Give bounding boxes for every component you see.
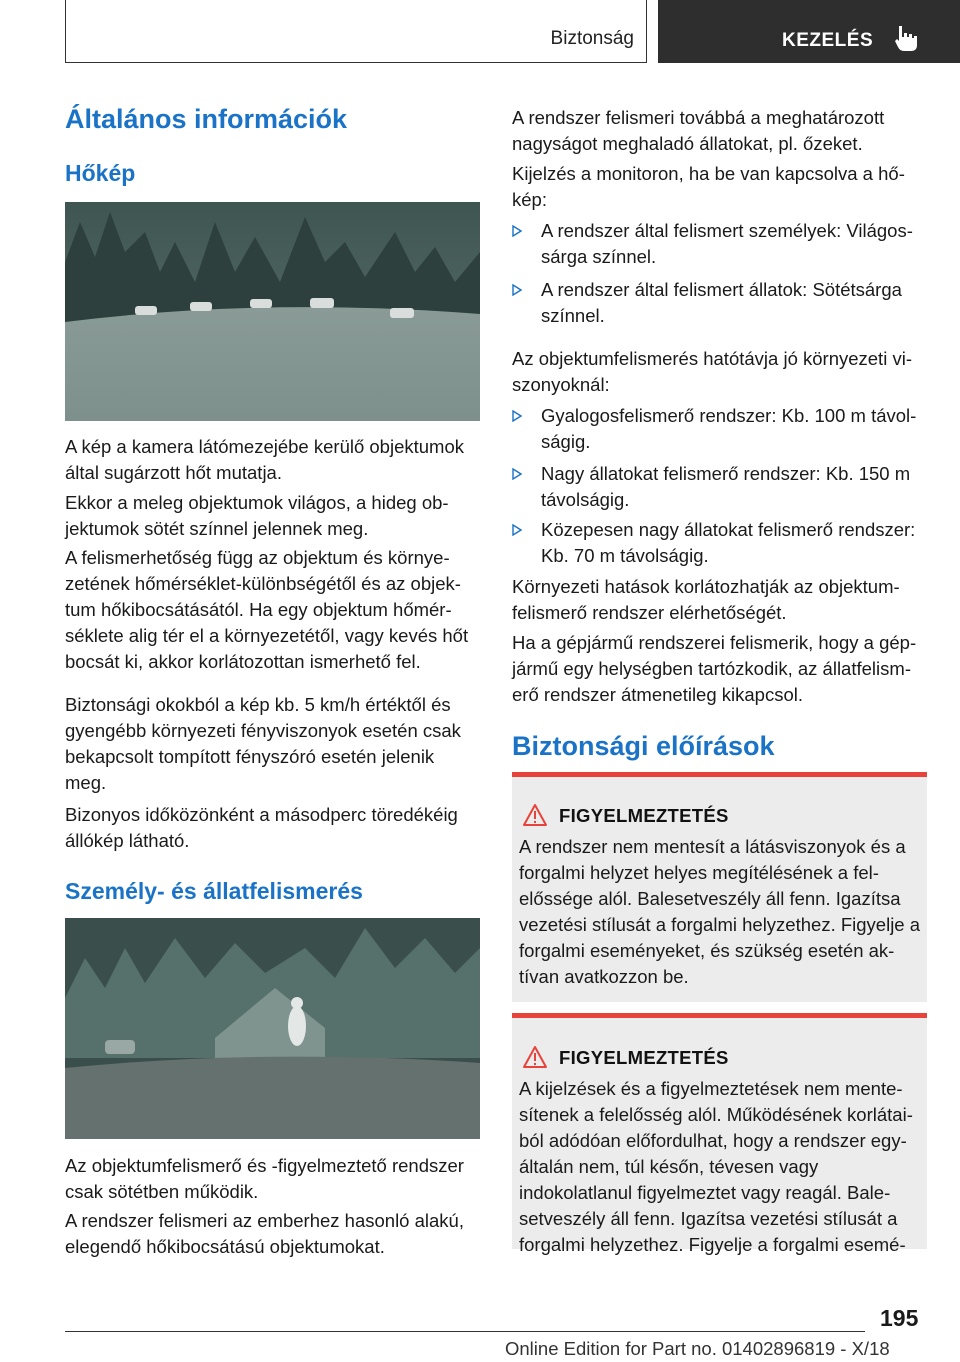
warning-triangle-icon [522,803,548,827]
thermal-image-animals [65,202,480,421]
paragraph-right-3: Az objektumfelismerés hatótávja jó környezeti viszonyoknál: [512,348,912,395]
list-item: Közepesen nagy állatokat felismerő rendszer: Kb. 70 m távolságig. [512,517,927,569]
section-title-safety: Biztonsági előírások [512,731,775,761]
paragraph-thermal-4: Biztonsági okokból a kép kb. 5 km/h értéktől és gyengébb környezeti fényviszonyok esetén csak bekapcsolt tompított fényszóró esetén jelenik meg. [65,694,461,793]
triangle-bullet-icon [512,225,522,237]
pointing-hand-icon [893,24,919,52]
footer-divider [65,1331,865,1332]
subheading-person-animal-detection: Személy- és állatfelismerés [65,878,363,904]
warning-triangle-icon [522,1045,548,1069]
paragraph-right-5: Ha a gépjármű rendszerei felismerik, hogy a gépjármű egy helységben tartózkodik, az állatfelismerő rendszer átmenetileg kikapcsol. [512,632,917,705]
triangle-bullet-icon [512,524,522,536]
warning-box-1: FIGYELMEZTETÉS A rendszer nem mentesít a látásviszonyok és a forgalmi helyzet helyes megítélésének a felelőssége alól. Balesetveszély áll fenn. Igazítsa vezetési stílusát a forgalmi helyzethez. Figyelje a forgalmi eseményeket, és szükség esetén aktívan avatkozzon be. [512,772,927,1002]
paragraph-detection-2: A rendszer felismeri az emberhez hasonló alakú, elegendő hőkibocsátású objektumokat. [65,1210,464,1257]
subheading-thermal-image: Hőkép [65,160,136,186]
triangle-bullet-icon [512,468,522,480]
paragraph-thermal-5: Bizonyos időközönként a másodperc töredékéig állókép látható. [65,804,458,851]
list-item: A rendszer által felismert állatok: Sötétsárga színnel. [512,277,927,329]
list-item: A rendszer által felismert személyek: Világossárga színnel. [512,218,927,270]
list-item: Nagy állatokat felismerő rendszer: Kb. 150 m távolságig. [512,461,927,513]
page-number: 195 [880,1305,919,1331]
header-section-title: Biztonság [550,28,634,49]
triangle-bullet-icon [512,410,522,422]
warning-box-2: FIGYELMEZTETÉS A kijelzések és a figyelmeztetések nem mentesítenek a felelősség alól. Működésének korlátaiból adódóan előfordulhat, hogy a rendszer egyáltalán nem, túl későn, tévesen vagy indokolatlanul figyelmeztet vagy reagál. Balesetveszély áll fenn. Igazítsa vezetési stílusát a forgalmi helyzethez. Figyelje a forgalmi esemé- [512,1013,927,1249]
paragraph-thermal-2: Ekkor a meleg objektumok világos, a hideg objektumok sötét színnel jelennek meg. [65,492,449,539]
paragraph-right-1: A rendszer felismeri továbbá a meghatározott nagyságot meghaladó állatokat, pl. őzeket. [512,107,885,154]
page-title: Általános információk [65,104,348,134]
thermal-image-pedestrian [65,918,480,1139]
header-chapter-tab [658,0,960,63]
paragraph-thermal-3: A felismerhetőség függ az objektum és környezetének hőmérséklet-különbségétől és az objektum hőkibocsátásától. Ha egy objektum hőmérséklete alig tér el a környezetétől, vagy kevés hőt bocsát ki, akkor korlátozottan ismerhető fel. [65,547,469,672]
footer-edition-text: Online Edition for Part no. 01402896819 - X/18 [505,1338,890,1359]
warning-text: A kijelzések és a figyelmeztetések nem mentesítenek a felelősség alól. Működésének korlátaiból adódóan előfordulhat, hogy a rendszer egyáltalán nem, túl későn, tévesen vagy indokolatlanul figyelmeztet vagy reagál. Balesetveszély áll fenn. Igazítsa vezetési stílusát a forgalmi helyzethez. Figyelje a forgalmi esemé- [519,1078,913,1255]
list-item: Gyalogosfelismerő rendszer: Kb. 100 m távolságig. [512,403,927,455]
paragraph-right-4: Környezeti hatások korlátozhatják az objektumfelismerő rendszer elérhetőségét. [512,576,900,623]
chapter-label: KEZELÉS [782,30,874,51]
paragraph-right-2: Kijelzés a monitoron, ha be van kapcsolva a hőkép: [512,163,905,210]
warning-text: A rendszer nem mentesít a látásviszonyok és a forgalmi helyzet helyes megítélésének a felelőssége alól. Balesetveszély áll fenn. Igazítsa vezetési stílusát a forgalmi helyzethez. Figyelje a forgalmi eseményeket, és szükség esetén aktívan avatkozzon be. [519,836,921,987]
paragraph-detection-1: Az objektumfelismerő és -figyelmeztető rendszer csak sötétben működik. [65,1155,464,1202]
header-frame [65,0,647,63]
paragraph-thermal-1: A kép a kamera látómezejébe kerülő objektumok által sugárzott hőt mutatja. [65,436,464,483]
triangle-bullet-icon [512,284,522,296]
